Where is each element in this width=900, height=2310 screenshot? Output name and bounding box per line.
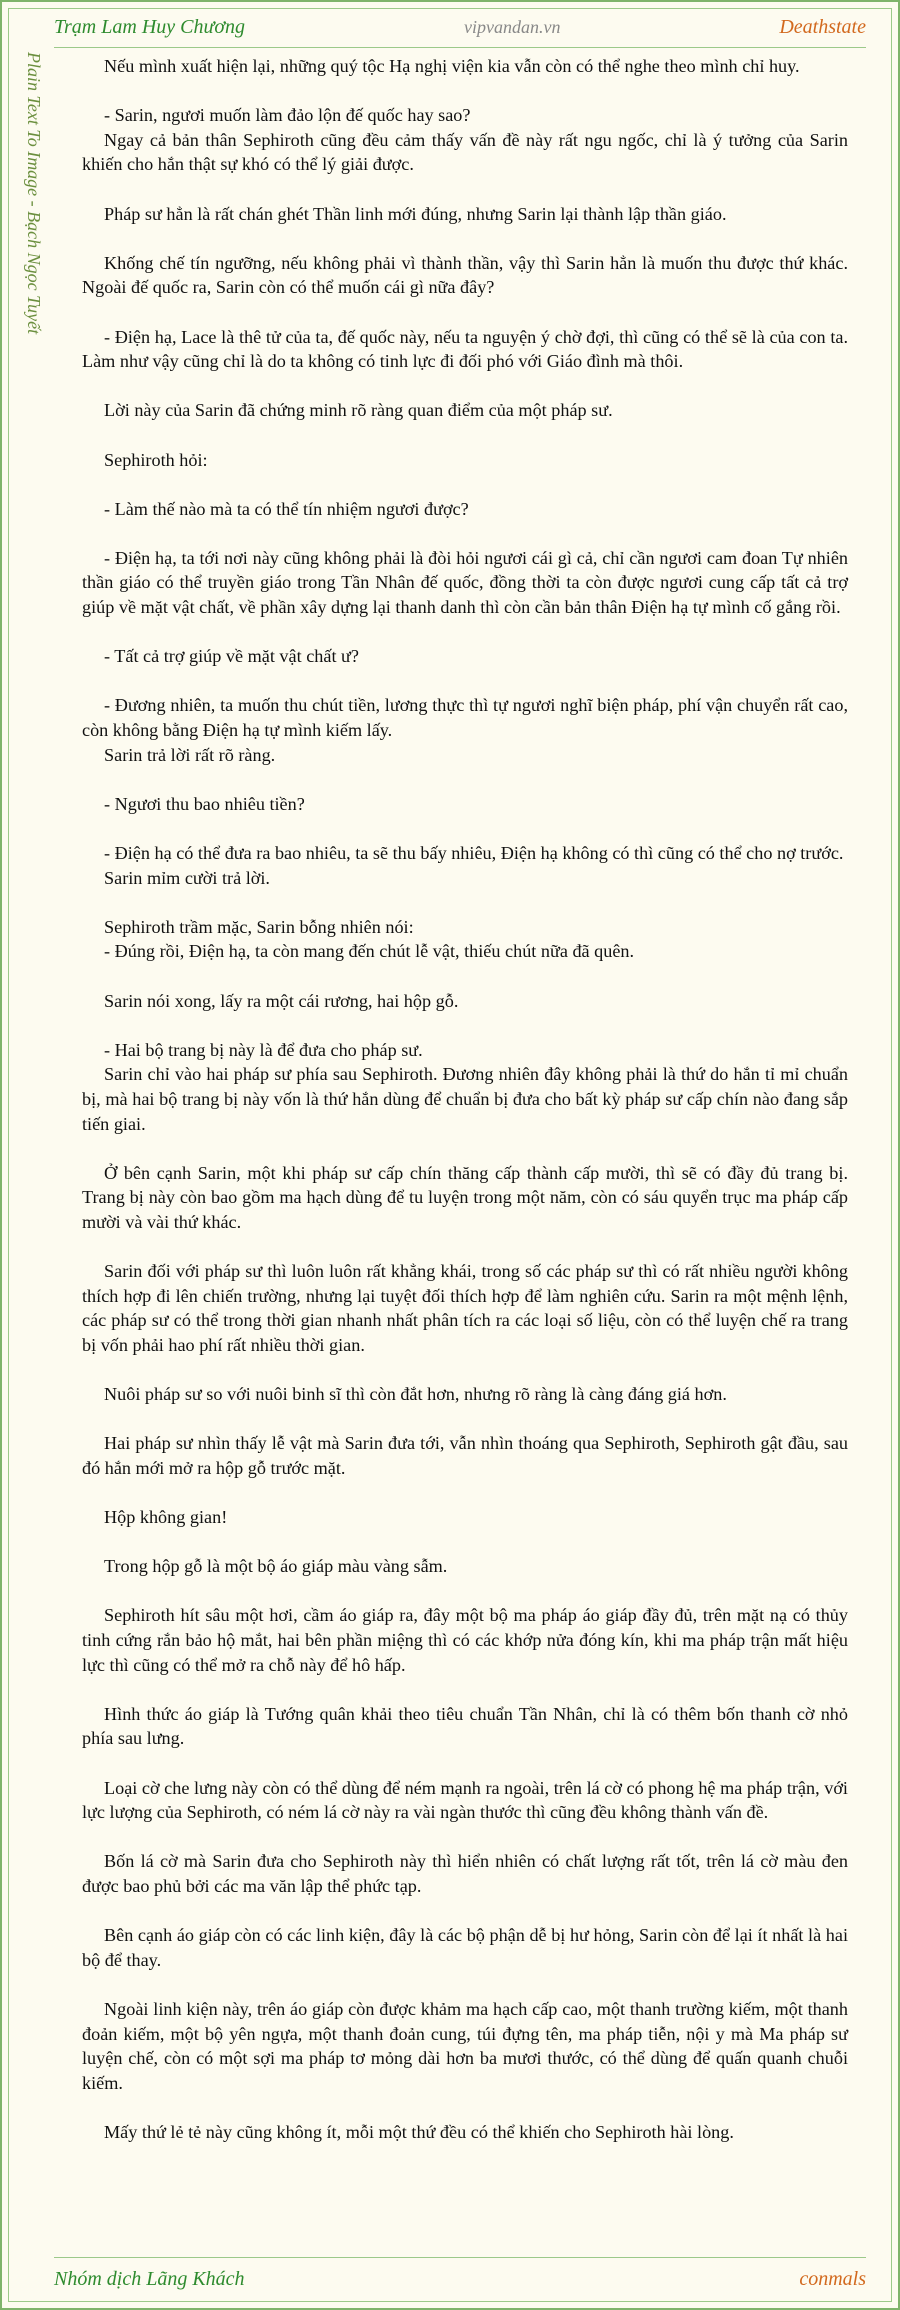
paragraph: Nếu mình xuất hiện lại, những quý tộc Hạ nghị viện kia vẫn còn có thể nghe theo mình chỉ huy. xyxy=(104,56,800,76)
paragraph: - Tất cả trợ giúp về mặt vật chất ư? xyxy=(104,646,359,667)
paragraph: Sarin đối với pháp sư thì luôn luôn rất khẳng khái, trong số các pháp sư thì có rất nhiều người không thích hợp đi lên chiến trường, nhưng lại tuyệt đối thích hợp để làm nghiên cứu. Sarin ra một mệnh lệnh, các pháp sư có thể trong thời gian nhanh nhất phân tích ra các loại số liệu, còn có thể luyện chế ra trang bị vốn phải hao phí rất nhiều thời gian. xyxy=(82,1261,848,1355)
paragraph: - Sarin, ngươi muốn làm đảo lộn đế quốc hay sao? xyxy=(104,105,471,126)
document-body xyxy=(82,54,848,2144)
paragraph: Pháp sư hẳn là rất chán ghét Thần linh mới đúng, nhưng Sarin lại thành lập thần giáo. xyxy=(104,203,727,224)
paragraph: Hình thức áo giáp là Tướng quân khải theo tiêu chuẩn Tần Nhân, chỉ là có thêm bốn thanh cờ nhỏ phía sau lưng. xyxy=(82,1703,848,1749)
paragraph: Bên cạnh áo giáp còn có các linh kiện, đây là các bộ phận dễ bị hư hỏng, Sarin còn để lại ít nhất là hai bộ để thay. xyxy=(82,1925,848,1970)
paragraph: Ngay cả bản thân Sephiroth cũng đều cảm thấy vấn đề này rất ngu ngốc, chỉ là ý tưởng của Sarin khiến cho hắn thật sự khó có thể lý giải được. xyxy=(82,129,848,175)
paragraph: - Làm thế nào mà ta có thể tín nhiệm ngươi được? xyxy=(104,498,469,519)
header-right-text: Deathstate xyxy=(779,15,866,38)
footer-divider xyxy=(54,2257,866,2258)
paragraph: Nuôi pháp sư so với nuôi binh sĩ thì còn đắt hơn, nhưng rõ ràng là càng đáng giá hơn. xyxy=(104,1384,727,1405)
paragraph: Sephiroth hít sâu một hơi, cầm áo giáp ra, đây một bộ ma pháp áo giáp đầy đủ, trên mặt nạ có thủy tinh cứng rắn bảo hộ mắt, hai bên phần miệng thì có các khớp nửa đóng kín, khi ma pháp trận mất hiệu lực thì cũng có thể mở ra chỗ này để hô hấp. xyxy=(82,1605,848,1675)
paragraph: - Đúng rồi, Điện hạ, ta còn mang đến chút lễ vật, thiếu chút nữa đã quên. xyxy=(104,941,635,962)
footer-right-text: conmals xyxy=(799,2267,866,2290)
page-footer xyxy=(54,2264,866,2294)
paragraph: Hai pháp sư nhìn thấy lễ vật mà Sarin đưa tới, vẫn nhìn thoáng qua Sephiroth, Sephiroth gật đầu, sau đó hắn mới mở ra hộp gỗ trước mặt. xyxy=(82,1433,848,1478)
paragraph: - Điện hạ, ta tới nơi này cũng không phải là đòi hỏi ngươi cái gì cả, chỉ cần ngươi cam đoan Tự nhiên thần giáo có thể truyền giáo trong Tần Nhân đế quốc, đồng thời ta còn được ngươi cung cấp tất cả trợ giúp về mặt vật chất, về phần xây dựng lại thanh danh thì còn cần bản thân Điện hạ tự mình cố gắng rồi. xyxy=(82,547,848,618)
page-header xyxy=(54,12,866,42)
paragraph: Sephiroth trầm mặc, Sarin bỗng nhiên nói: xyxy=(104,916,414,937)
side-caption: Plain Text To Image - Bạch Ngọc Tuyết xyxy=(24,52,44,335)
paragraph: - Hai bộ trang bị này là để đưa cho pháp sư. xyxy=(104,1039,423,1060)
header-site-text: vipvandan.vn xyxy=(463,16,561,37)
header-left-text: Trạm Lam Huy Chương xyxy=(54,15,246,38)
paragraph: Trong hộp gỗ là một bộ áo giáp màu vàng sẫm. xyxy=(104,1556,448,1577)
paragraph: Ngoài linh kiện này, trên áo giáp còn được khảm ma hạch cấp cao, một thanh trường kiếm, một thanh đoản kiếm, một bộ yên ngựa, một thanh đoản cung, túi đựng tên, ma pháp tiễn, nội y mà Ma pháp sư luyện chế, còn có một sợi ma pháp tơ mỏng dài hơn ba mươi thước, có thể dùng để quấn quanh chuỗi kiếm. xyxy=(82,1998,848,2093)
paragraph: Bốn lá cờ mà Sarin đưa cho Sephiroth này thì hiển nhiên có chất lượng rất tốt, trên lá cờ màu đen được bao phủ bởi các ma văn lập thể phức tạp. xyxy=(82,1851,848,1896)
paragraph: - Đương nhiên, ta muốn thu chút tiền, lương thực thì tự ngươi nghĩ biện pháp, phí vận chuyển rất cao, còn không bằng Điện hạ tự mình kiếm lấy. xyxy=(82,695,848,741)
paragraph: - Ngươi thu bao nhiêu tiền? xyxy=(104,793,305,814)
paragraph: - Điện hạ, Lace là thê tử của ta, đế quốc này, nếu ta nguyện ý chờ đợi, thì cũng có thể sẽ là của con ta. Làm như vậy cũng chỉ là do ta không có tinh lực đi đối phó với Giáo đình mà thôi. xyxy=(82,326,848,372)
paragraph: Sarin nói xong, lấy ra một cái rương, hai hộp gỗ. xyxy=(104,990,459,1011)
paragraph: Ở bên cạnh Sarin, một khi pháp sư cấp chín thăng cấp thành cấp mười, thì sẽ có đầy đủ trang bị. Trang bị này còn bao gồm ma hạch dùng để tu luyện trong một năm, còn có sáu quyển trục ma pháp cấp mười và vài thứ khác. xyxy=(82,1162,848,1232)
paragraph: Hộp không gian! xyxy=(104,1507,228,1528)
header-divider xyxy=(54,47,866,48)
paragraph: Khống chế tín ngưỡng, nếu không phải vì thành thần, vậy thì Sarin hẳn là muốn thu được thứ khác. Ngoài đế quốc ra, Sarin còn có thể muốn cái gì nữa đây? xyxy=(82,252,848,298)
paragraph: Sarin chỉ vào hai pháp sư phía sau Sephiroth. Đương nhiên đây không phải là thứ do hắn tỉ mỉ chuẩn bị, mà hai bộ trang bị này vốn là thứ hắn dùng để chuẩn bị đưa cho bất kỳ pháp sư cấp chín nào đang sắp tiến giai. xyxy=(82,1064,848,1134)
paragraph: Sephiroth hỏi: xyxy=(104,449,208,470)
paragraph: Loại cờ che lưng này còn có thể dùng để ném mạnh ra ngoài, trên lá cờ có phong hệ ma pháp trận, với lực lượng của Sephiroth, có ném lá cờ này ra vài ngàn thước thì cũng đều không thành vấn đề. xyxy=(82,1777,848,1823)
paragraph: Sarin trả lời rất rõ ràng. xyxy=(104,744,276,765)
footer-left-text: Nhóm dịch Lãng Khách xyxy=(54,2267,245,2290)
paragraph: Sarin mỉm cười trả lời. xyxy=(104,867,270,888)
paragraph: - Điện hạ có thể đưa ra bao nhiêu, ta sẽ thu bấy nhiêu, Điện hạ không có thì cũng có thể cho nợ trước. xyxy=(104,843,844,863)
paragraph: Mấy thứ lẻ tẻ này cũng không ít, mỗi một thứ đều có thể khiến cho Sephiroth hài lòng. xyxy=(104,2121,734,2142)
paragraph: Lời này của Sarin đã chứng minh rõ ràng quan điểm của một pháp sư. xyxy=(104,400,613,421)
